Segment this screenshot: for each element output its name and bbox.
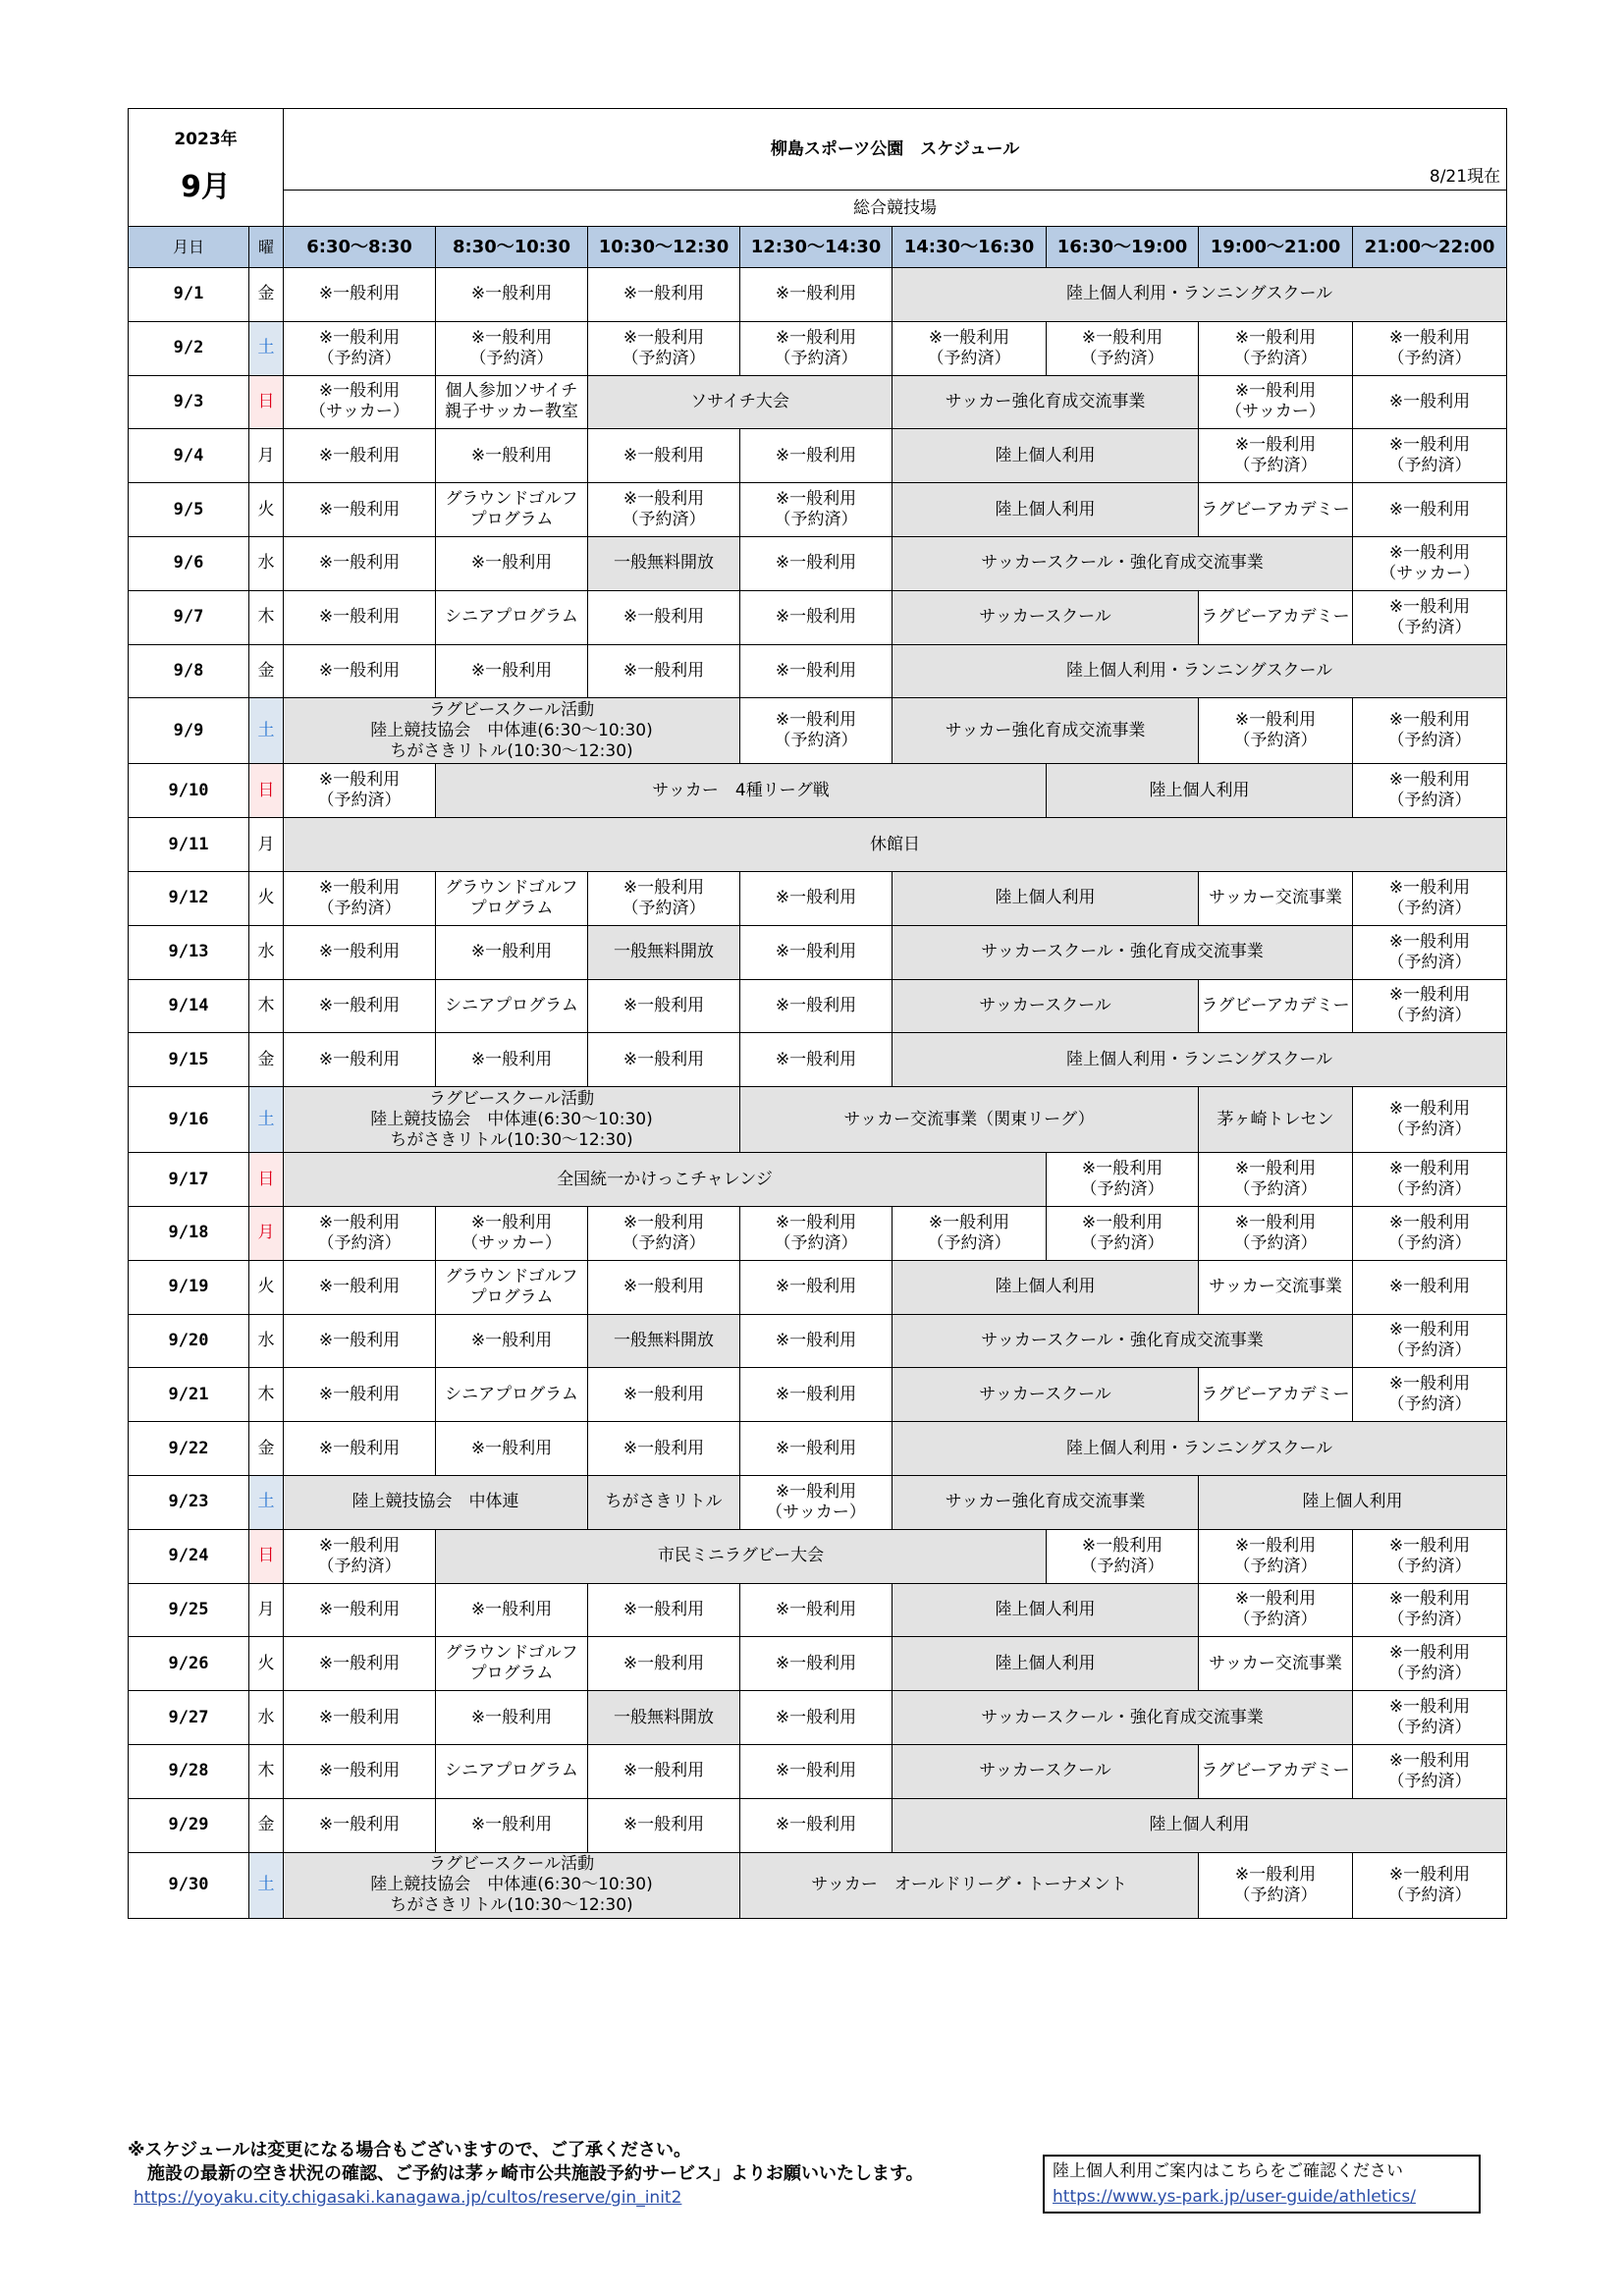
schedule-cell[interactable]: ※一般利用 bbox=[284, 1744, 436, 1798]
schedule-cell[interactable]: サッカー強化育成交流事業 bbox=[893, 698, 1199, 764]
table-row bbox=[129, 979, 1507, 1033]
schedule-cell[interactable]: ※一般利用 bbox=[740, 979, 893, 1033]
schedule-cell[interactable]: 陸上個人利用 bbox=[1047, 764, 1353, 818]
weekday-cell: 月 bbox=[249, 818, 284, 872]
table-row bbox=[129, 1206, 1507, 1260]
weekday-cell: 日 bbox=[249, 375, 284, 429]
schedule-cell[interactable]: ※一般利用 bbox=[740, 1314, 893, 1368]
schedule-cell[interactable]: ※一般利用 （予約済） bbox=[284, 321, 436, 375]
schedule-cell[interactable]: ※一般利用 bbox=[588, 644, 740, 698]
date-cell: 9/8 bbox=[129, 644, 249, 698]
schedule-cell[interactable]: ※一般利用 （予約済） bbox=[1353, 925, 1507, 979]
date-cell: 9/13 bbox=[129, 925, 249, 979]
schedule-cell[interactable]: ※一般利用 （予約済） bbox=[740, 1206, 893, 1260]
schedule-cell[interactable]: ※一般利用 （予約済） bbox=[1353, 1087, 1507, 1153]
schedule-cell[interactable]: ラグビースクール活動 陸上競技協会 中体連(6:30～10:30) ちがさきリトル(10:30～12:30) bbox=[284, 698, 740, 764]
schedule-cell[interactable]: ちがさきリトル bbox=[588, 1475, 740, 1529]
schedule-cell[interactable]: 陸上個人利用・ランニングスクール bbox=[893, 644, 1507, 698]
footer-notes bbox=[128, 2139, 1109, 2210]
schedule-cell[interactable]: ※一般利用 bbox=[284, 536, 436, 590]
schedule-cell[interactable]: ※一般利用 bbox=[740, 871, 893, 925]
schedule-cell[interactable]: ラグビーアカデミー bbox=[1199, 1368, 1353, 1422]
date-cell: 9/1 bbox=[129, 268, 249, 322]
schedule-cell[interactable]: 一般無料開放 bbox=[588, 1314, 740, 1368]
schedule-cell[interactable]: ※一般利用 （予約済） bbox=[588, 321, 740, 375]
date-cell: 9/12 bbox=[129, 871, 249, 925]
date-cell: 9/21 bbox=[129, 1368, 249, 1422]
schedule-cell[interactable]: 陸上個人利用 bbox=[893, 871, 1199, 925]
schedule-cell[interactable]: ※一般利用 （予約済） bbox=[1199, 429, 1353, 483]
schedule-cell[interactable]: ※一般利用 bbox=[588, 1798, 740, 1852]
schedule-cell[interactable]: ※一般利用 （予約済） bbox=[1353, 321, 1507, 375]
schedule-cell[interactable]: 陸上個人利用 bbox=[893, 1260, 1199, 1314]
schedule-cell[interactable]: ※一般利用 （予約済） bbox=[1047, 1529, 1199, 1583]
schedule-cell[interactable]: ※一般利用 bbox=[1353, 375, 1507, 429]
schedule-cell[interactable]: ※一般利用 bbox=[740, 925, 893, 979]
schedule-cell[interactable]: ※一般利用 bbox=[436, 1422, 588, 1476]
date-cell: 9/23 bbox=[129, 1475, 249, 1529]
schedule-cell[interactable]: ラグビーアカデミー bbox=[1199, 1744, 1353, 1798]
schedule-cell[interactable]: サッカー交流事業（関東リーグ） bbox=[740, 1087, 1199, 1153]
date-cell: 9/10 bbox=[129, 764, 249, 818]
schedule-cell[interactable]: ※一般利用 （予約済） bbox=[1353, 1153, 1507, 1207]
schedule-cell[interactable]: ※一般利用 （予約済） bbox=[1353, 1852, 1507, 1918]
reservation-link[interactable]: https://yoyaku.city.chigasaki.kanagawa.jp/cultos/reserve/gin_init2 bbox=[134, 2188, 682, 2208]
date-cell: 9/5 bbox=[129, 483, 249, 537]
year-month-cell bbox=[129, 109, 284, 227]
schedule-cell[interactable]: グラウンドゴルフ プログラム bbox=[436, 871, 588, 925]
date-cell: 9/26 bbox=[129, 1637, 249, 1691]
schedule-cell[interactable]: ※一般利用 bbox=[284, 483, 436, 537]
schedule-cell[interactable]: グラウンドゴルフ プログラム bbox=[436, 1637, 588, 1691]
schedule-cell[interactable]: 個人参加ソサイチ 親子サッカー教室 bbox=[436, 375, 588, 429]
month-label: 9月 bbox=[181, 170, 231, 204]
schedule-cell[interactable]: サッカースクール bbox=[893, 979, 1199, 1033]
schedule-cell[interactable]: ※一般利用 （サッカー） bbox=[436, 1206, 588, 1260]
schedule-cell[interactable]: ※一般利用 bbox=[284, 1691, 436, 1745]
schedule-cell[interactable]: ※一般利用 （予約済） bbox=[1353, 764, 1507, 818]
date-cell: 9/24 bbox=[129, 1529, 249, 1583]
athletics-guide-link[interactable]: https://www.ys-park.jp/user-guide/athletics/ bbox=[1053, 2187, 1416, 2207]
schedule-cell[interactable]: ※一般利用 （予約済） bbox=[1353, 979, 1507, 1033]
schedule-cell[interactable]: ※一般利用 （予約済） bbox=[588, 871, 740, 925]
weekday-cell: 土 bbox=[249, 698, 284, 764]
schedule-cell[interactable]: 全国統一かけっこチャレンジ bbox=[284, 1153, 1047, 1207]
footer-note-change: ※スケジュールは変更になる場合もございますので、ご了承ください。 bbox=[128, 2140, 692, 2160]
table-row bbox=[129, 764, 1507, 818]
schedule-cell[interactable]: ※一般利用 （予約済） bbox=[1353, 429, 1507, 483]
weekday-cell: 水 bbox=[249, 1314, 284, 1368]
weekday-cell: 火 bbox=[249, 483, 284, 537]
schedule-cell[interactable]: ※一般利用 bbox=[436, 268, 588, 322]
date-cell: 9/7 bbox=[129, 590, 249, 644]
schedule-cell[interactable]: ※一般利用 （予約済） bbox=[1353, 1583, 1507, 1637]
schedule-cell[interactable]: ※一般利用 bbox=[436, 429, 588, 483]
schedule-cell[interactable]: ソサイチ大会 bbox=[588, 375, 893, 429]
weekday-cell: 土 bbox=[249, 1475, 284, 1529]
schedule-cell[interactable]: サッカースクール bbox=[893, 590, 1199, 644]
date-cell: 9/4 bbox=[129, 429, 249, 483]
weekday-cell: 日 bbox=[249, 764, 284, 818]
schedule-cell[interactable]: ※一般利用 （サッカー） bbox=[1353, 536, 1507, 590]
schedule-cell[interactable]: ※一般利用 bbox=[284, 1314, 436, 1368]
table-row bbox=[129, 1583, 1507, 1637]
schedule-cell[interactable]: シニアプログラム bbox=[436, 1744, 588, 1798]
weekday-cell: 水 bbox=[249, 536, 284, 590]
table-row bbox=[129, 590, 1507, 644]
schedule-cell[interactable]: ※一般利用 bbox=[588, 429, 740, 483]
table-row bbox=[129, 1260, 1507, 1314]
schedule-cell[interactable]: ※一般利用 （予約済） bbox=[284, 1206, 436, 1260]
schedule-cell[interactable]: ※一般利用 bbox=[436, 536, 588, 590]
weekday-cell: 金 bbox=[249, 1798, 284, 1852]
schedule-cell[interactable]: ※一般利用 （予約済） bbox=[1047, 1206, 1199, 1260]
schedule-cell[interactable]: ※一般利用 bbox=[588, 590, 740, 644]
date-cell: 9/19 bbox=[129, 1260, 249, 1314]
schedule-cell[interactable]: ラグビースクール活動 陸上競技協会 中体連(6:30～10:30) ちがさきリトル(10:30～12:30) bbox=[284, 1852, 740, 1918]
schedule-sheet bbox=[128, 108, 1506, 1919]
weekday-cell: 金 bbox=[249, 644, 284, 698]
schedule-cell[interactable]: ※一般利用 bbox=[588, 1637, 740, 1691]
schedule-cell[interactable]: シニアプログラム bbox=[436, 1368, 588, 1422]
schedule-cell[interactable]: サッカースクール・強化育成交流事業 bbox=[893, 925, 1353, 979]
schedule-cell[interactable]: ※一般利用 bbox=[740, 268, 893, 322]
weekday-cell: 火 bbox=[249, 871, 284, 925]
schedule-cell[interactable]: ※一般利用 （予約済） bbox=[1199, 698, 1353, 764]
schedule-cell[interactable]: ※一般利用 bbox=[436, 644, 588, 698]
schedule-cell[interactable]: ※一般利用 bbox=[588, 1260, 740, 1314]
footer-note-reservation: 施設の最新の空き状況の確認、ご予約は茅ヶ崎市公共施設予約サービス」よりお願いいたします。 bbox=[147, 2163, 924, 2184]
table-row bbox=[129, 1852, 1507, 1918]
schedule-cell[interactable]: グラウンドゴルフ プログラム bbox=[436, 1260, 588, 1314]
schedule-cell[interactable]: ラグビーアカデミー bbox=[1199, 979, 1353, 1033]
weekday-cell: 木 bbox=[249, 979, 284, 1033]
weekday-cell: 土 bbox=[249, 1087, 284, 1153]
column-header-slot: 21:00～22:00 bbox=[1353, 227, 1507, 268]
column-header-dow: 曜 bbox=[249, 227, 284, 268]
weekday-cell: 金 bbox=[249, 268, 284, 322]
weekday-cell: 月 bbox=[249, 1583, 284, 1637]
table-row bbox=[129, 644, 1507, 698]
schedule-cell[interactable]: 陸上個人利用・ランニングスクール bbox=[893, 1422, 1507, 1476]
table-row bbox=[129, 429, 1507, 483]
schedule-cell[interactable]: 陸上個人利用 bbox=[893, 1798, 1507, 1852]
column-header-slot: 19:00～21:00 bbox=[1199, 227, 1353, 268]
table-row bbox=[129, 1153, 1507, 1207]
schedule-cell[interactable]: 陸上個人利用・ランニングスクール bbox=[893, 1033, 1507, 1087]
schedule-cell[interactable]: ※一般利用 （予約済） bbox=[436, 321, 588, 375]
schedule-cell[interactable]: ※一般利用 bbox=[740, 590, 893, 644]
column-header-date: 月日 bbox=[129, 227, 249, 268]
schedule-cell[interactable]: サッカー 4種リーグ戦 bbox=[436, 764, 1047, 818]
weekday-cell: 月 bbox=[249, 429, 284, 483]
schedule-cell[interactable]: ※一般利用 （予約済） bbox=[284, 1529, 436, 1583]
weekday-cell: 金 bbox=[249, 1033, 284, 1087]
schedule-cell[interactable]: シニアプログラム bbox=[436, 590, 588, 644]
schedule-cell[interactable]: サッカー オールドリーグ・トーナメント bbox=[740, 1852, 1199, 1918]
schedule-cell[interactable]: ※一般利用 bbox=[284, 1583, 436, 1637]
schedule-cell[interactable]: ※一般利用 bbox=[284, 979, 436, 1033]
schedule-cell[interactable]: ※一般利用 （予約済） bbox=[893, 1206, 1047, 1260]
schedule-cell[interactable]: ※一般利用 bbox=[740, 1260, 893, 1314]
schedule-cell[interactable]: 茅ヶ崎トレセン bbox=[1199, 1087, 1353, 1153]
schedule-cell[interactable]: ※一般利用 （予約済） bbox=[588, 1206, 740, 1260]
schedule-cell[interactable]: ※一般利用 bbox=[740, 1637, 893, 1691]
schedule-cell[interactable]: ※一般利用 （予約済） bbox=[1353, 1529, 1507, 1583]
schedule-cell[interactable]: ※一般利用 bbox=[740, 1798, 893, 1852]
schedule-cell[interactable]: サッカー交流事業 bbox=[1199, 1260, 1353, 1314]
weekday-cell: 土 bbox=[249, 321, 284, 375]
schedule-cell[interactable]: ※一般利用 bbox=[436, 1583, 588, 1637]
schedule-cell[interactable]: ※一般利用 （予約済） bbox=[1353, 1691, 1507, 1745]
date-cell: 9/15 bbox=[129, 1033, 249, 1087]
column-header-slot: 16:30～19:00 bbox=[1047, 227, 1199, 268]
schedule-cell[interactable]: ※一般利用 （予約済） bbox=[1353, 590, 1507, 644]
table-row bbox=[129, 1033, 1507, 1087]
column-header-slot: 8:30～10:30 bbox=[436, 227, 588, 268]
schedule-cell[interactable]: 陸上個人利用 bbox=[893, 1583, 1199, 1637]
schedule-cell[interactable]: ※一般利用 （予約済） bbox=[1353, 1637, 1507, 1691]
schedule-cell[interactable]: ※一般利用 （サッカー） bbox=[284, 375, 436, 429]
schedule-cell[interactable]: ※一般利用 bbox=[436, 925, 588, 979]
schedule-cell[interactable]: ※一般利用 bbox=[436, 1798, 588, 1852]
schedule-cell[interactable]: ※一般利用 bbox=[740, 1033, 893, 1087]
schedule-cell[interactable]: ※一般利用 （予約済） bbox=[1199, 1852, 1353, 1918]
schedule-cell[interactable]: 陸上個人利用 bbox=[893, 429, 1199, 483]
schedule-cell[interactable]: ※一般利用 （予約済） bbox=[1353, 1744, 1507, 1798]
schedule-cell[interactable]: サッカー交流事業 bbox=[1199, 871, 1353, 925]
schedule-cell[interactable]: ※一般利用 bbox=[436, 1314, 588, 1368]
schedule-cell[interactable]: ※一般利用 （予約済） bbox=[1199, 1206, 1353, 1260]
schedule-cell[interactable]: サッカースクール・強化育成交流事業 bbox=[893, 1691, 1353, 1745]
schedule-cell[interactable]: ※一般利用 bbox=[1353, 483, 1507, 537]
weekday-cell: 水 bbox=[249, 925, 284, 979]
weekday-cell: 日 bbox=[249, 1153, 284, 1207]
schedule-cell[interactable]: ※一般利用 （予約済） bbox=[284, 764, 436, 818]
schedule-cell[interactable]: ※一般利用 （予約済） bbox=[740, 483, 893, 537]
schedule-cell[interactable]: 休館日 bbox=[284, 818, 1507, 872]
date-cell: 9/17 bbox=[129, 1153, 249, 1207]
athletics-info-label: 陸上個人利用ご案内はこちらをご確認ください bbox=[1053, 2161, 1403, 2181]
schedule-cell[interactable]: ※一般利用 （予約済） bbox=[1047, 1153, 1199, 1207]
schedule-cell[interactable]: ※一般利用 bbox=[284, 1260, 436, 1314]
schedule-cell[interactable]: ※一般利用 bbox=[284, 1637, 436, 1691]
schedule-cell[interactable]: ※一般利用 bbox=[588, 1368, 740, 1422]
athletics-info-box bbox=[1043, 2155, 1481, 2214]
schedule-cell[interactable]: 陸上個人利用 bbox=[893, 1637, 1199, 1691]
weekday-cell: 木 bbox=[249, 590, 284, 644]
weekday-cell: 火 bbox=[249, 1260, 284, 1314]
schedule-cell[interactable]: 一般無料開放 bbox=[588, 536, 740, 590]
weekday-cell: 火 bbox=[249, 1637, 284, 1691]
date-cell: 9/6 bbox=[129, 536, 249, 590]
schedule-cell[interactable]: サッカー強化育成交流事業 bbox=[893, 1475, 1199, 1529]
date-cell: 9/9 bbox=[129, 698, 249, 764]
schedule-cell[interactable]: ※一般利用 （予約済） bbox=[740, 321, 893, 375]
date-cell: 9/25 bbox=[129, 1583, 249, 1637]
schedule-cell[interactable]: ※一般利用 （予約済） bbox=[1199, 1529, 1353, 1583]
schedule-cell[interactable]: サッカースクール bbox=[893, 1368, 1199, 1422]
schedule-cell[interactable]: ※一般利用 bbox=[284, 1422, 436, 1476]
schedule-cell[interactable]: ※一般利用 bbox=[284, 429, 436, 483]
schedule-cell[interactable]: 陸上競技協会 中体連 bbox=[284, 1475, 588, 1529]
table-row bbox=[129, 1637, 1507, 1691]
schedule-cell[interactable]: ※一般利用 （予約済） bbox=[1353, 1206, 1507, 1260]
date-cell: 9/2 bbox=[129, 321, 249, 375]
schedule-cell[interactable]: ※一般利用 bbox=[284, 1798, 436, 1852]
column-header-slot: 12:30～14:30 bbox=[740, 227, 893, 268]
schedule-cell[interactable]: サッカースクール・強化育成交流事業 bbox=[893, 1314, 1353, 1368]
schedule-cell[interactable]: サッカー強化育成交流事業 bbox=[893, 375, 1199, 429]
date-cell: 9/14 bbox=[129, 979, 249, 1033]
date-cell: 9/18 bbox=[129, 1206, 249, 1260]
schedule-cell[interactable]: 市民ミニラグビー大会 bbox=[436, 1529, 1047, 1583]
table-row bbox=[129, 1798, 1507, 1852]
column-header-slot: 6:30～8:30 bbox=[284, 227, 436, 268]
schedule-cell[interactable]: 陸上個人利用 bbox=[893, 483, 1199, 537]
schedule-cell[interactable]: ※一般利用 bbox=[740, 536, 893, 590]
schedule-cell[interactable]: 一般無料開放 bbox=[588, 1691, 740, 1745]
table-row bbox=[129, 375, 1507, 429]
schedule-cell[interactable]: ※一般利用 bbox=[588, 979, 740, 1033]
weekday-cell: 木 bbox=[249, 1744, 284, 1798]
schedule-cell[interactable]: サッカー交流事業 bbox=[1199, 1637, 1353, 1691]
schedule-cell[interactable]: ※一般利用 bbox=[284, 1033, 436, 1087]
date-cell: 9/30 bbox=[129, 1852, 249, 1918]
table-row bbox=[129, 818, 1507, 872]
schedule-table bbox=[128, 108, 1507, 1919]
schedule-cell[interactable]: ※一般利用 bbox=[740, 1368, 893, 1422]
schedule-cell[interactable]: ラグビースクール活動 陸上競技協会 中体連(6:30～10:30) ちがさきリトル(10:30～12:30) bbox=[284, 1087, 740, 1153]
schedule-cell[interactable]: ※一般利用 bbox=[740, 1422, 893, 1476]
table-row bbox=[129, 1691, 1507, 1745]
schedule-cell[interactable]: ※一般利用 bbox=[588, 1744, 740, 1798]
schedule-cell[interactable]: サッカースクール・強化育成交流事業 bbox=[893, 536, 1353, 590]
table-row bbox=[129, 1475, 1507, 1529]
schedule-cell[interactable]: サッカースクール bbox=[893, 1744, 1199, 1798]
weekday-cell: 木 bbox=[249, 1368, 284, 1422]
schedule-cell[interactable]: ※一般利用 （予約済） bbox=[893, 321, 1047, 375]
date-cell: 9/29 bbox=[129, 1798, 249, 1852]
table-row bbox=[129, 536, 1507, 590]
schedule-cell[interactable]: ※一般利用 （予約済） bbox=[1353, 1368, 1507, 1422]
table-row bbox=[129, 1314, 1507, 1368]
schedule-cell[interactable]: ※一般利用 bbox=[740, 429, 893, 483]
column-header-row bbox=[129, 227, 1507, 268]
schedule-cell[interactable]: ※一般利用 （予約済） bbox=[740, 698, 893, 764]
schedule-cell[interactable]: ※一般利用 bbox=[284, 590, 436, 644]
schedule-cell[interactable]: シニアプログラム bbox=[436, 979, 588, 1033]
schedule-cell[interactable]: 陸上個人利用 bbox=[1199, 1475, 1507, 1529]
schedule-cell[interactable]: ※一般利用 （予約済） bbox=[1047, 321, 1199, 375]
weekday-cell: 水 bbox=[249, 1691, 284, 1745]
schedule-cell[interactable]: ※一般利用 bbox=[284, 925, 436, 979]
date-cell: 9/11 bbox=[129, 818, 249, 872]
schedule-cell[interactable]: ※一般利用 （予約済） bbox=[1199, 1153, 1353, 1207]
date-cell: 9/22 bbox=[129, 1422, 249, 1476]
schedule-cell[interactable]: ※一般利用 （予約済） bbox=[1353, 871, 1507, 925]
weekday-cell: 月 bbox=[249, 1206, 284, 1260]
table-row bbox=[129, 925, 1507, 979]
schedule-cell[interactable]: ※一般利用 bbox=[436, 1033, 588, 1087]
schedule-cell[interactable]: ※一般利用 bbox=[284, 268, 436, 322]
date-cell: 9/3 bbox=[129, 375, 249, 429]
schedule-cell[interactable]: ※一般利用 bbox=[284, 1368, 436, 1422]
weekday-cell: 金 bbox=[249, 1422, 284, 1476]
schedule-cell[interactable]: グラウンドゴルフ プログラム bbox=[436, 483, 588, 537]
date-cell: 9/27 bbox=[129, 1691, 249, 1745]
as-of-date: 8/21現在 bbox=[1429, 167, 1501, 188]
schedule-cell[interactable]: ※一般利用 （予約済） bbox=[588, 483, 740, 537]
date-cell: 9/28 bbox=[129, 1744, 249, 1798]
venue-label: 総合競技場 bbox=[284, 191, 1507, 227]
page-title: 柳島スポーツ公園 スケジュール bbox=[770, 138, 1020, 159]
schedule-cell[interactable]: ※一般利用 bbox=[740, 1744, 893, 1798]
schedule-cell[interactable]: ※一般利用 （予約済） bbox=[1353, 698, 1507, 764]
table-row bbox=[129, 1422, 1507, 1476]
weekday-cell: 日 bbox=[249, 1529, 284, 1583]
schedule-cell[interactable]: ※一般利用 （サッカー） bbox=[740, 1475, 893, 1529]
schedule-cell[interactable]: 陸上個人利用・ランニングスクール bbox=[893, 268, 1507, 322]
table-row bbox=[129, 871, 1507, 925]
column-header-slot: 10:30～12:30 bbox=[588, 227, 740, 268]
table-row bbox=[129, 1744, 1507, 1798]
schedule-cell[interactable]: ※一般利用 bbox=[740, 1691, 893, 1745]
weekday-cell: 土 bbox=[249, 1852, 284, 1918]
schedule-cell[interactable]: ラグビーアカデミー bbox=[1199, 590, 1353, 644]
schedule-cell[interactable]: ※一般利用 bbox=[1353, 1260, 1507, 1314]
schedule-cell[interactable]: ※一般利用 bbox=[588, 1583, 740, 1637]
table-row bbox=[129, 321, 1507, 375]
schedule-cell[interactable]: ※一般利用 bbox=[740, 1583, 893, 1637]
schedule-cell[interactable]: 一般無料開放 bbox=[588, 925, 740, 979]
date-cell: 9/20 bbox=[129, 1314, 249, 1368]
title-cell bbox=[284, 109, 1507, 191]
schedule-cell[interactable]: ※一般利用 （サッカー） bbox=[1199, 375, 1353, 429]
column-header-slot: 14:30～16:30 bbox=[893, 227, 1047, 268]
table-row bbox=[129, 698, 1507, 764]
year-label: 2023年 bbox=[174, 130, 238, 149]
schedule-cell[interactable]: ※一般利用 bbox=[588, 268, 740, 322]
schedule-cell[interactable]: ※一般利用 bbox=[436, 1691, 588, 1745]
table-row bbox=[129, 268, 1507, 322]
table-row bbox=[129, 1087, 1507, 1153]
schedule-cell[interactable]: ※一般利用 （予約済） bbox=[1199, 321, 1353, 375]
schedule-cell[interactable]: ※一般利用 bbox=[740, 644, 893, 698]
table-row bbox=[129, 483, 1507, 537]
schedule-cell[interactable]: ※一般利用 bbox=[588, 1422, 740, 1476]
schedule-cell[interactable]: ラグビーアカデミー bbox=[1199, 483, 1353, 537]
schedule-cell[interactable]: ※一般利用 bbox=[588, 1033, 740, 1087]
schedule-cell[interactable]: ※一般利用 （予約済） bbox=[284, 871, 436, 925]
date-cell: 9/16 bbox=[129, 1087, 249, 1153]
table-row bbox=[129, 1368, 1507, 1422]
schedule-cell[interactable]: ※一般利用 （予約済） bbox=[1199, 1583, 1353, 1637]
schedule-cell[interactable]: ※一般利用 bbox=[284, 644, 436, 698]
table-row bbox=[129, 1529, 1507, 1583]
schedule-cell[interactable]: ※一般利用 （予約済） bbox=[1353, 1314, 1507, 1368]
